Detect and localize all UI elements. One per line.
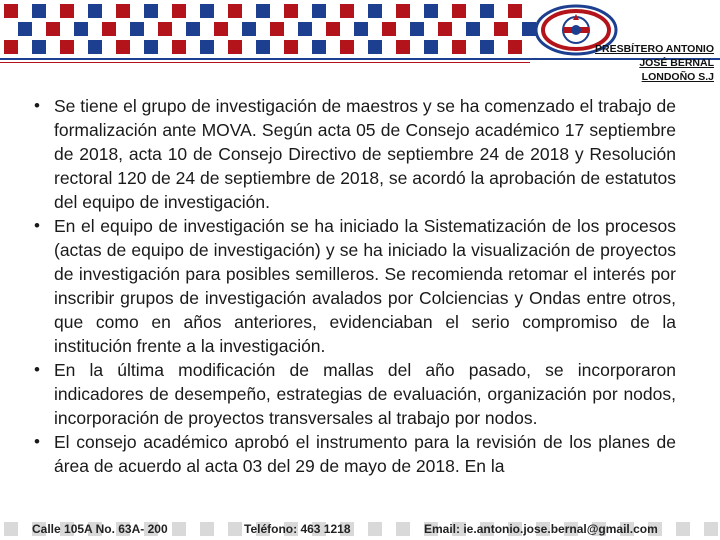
- checker-square: [256, 40, 270, 54]
- checker-square: [480, 40, 494, 54]
- checker-square: [158, 22, 172, 36]
- checker-square: [368, 4, 382, 18]
- checker-square: [116, 4, 130, 18]
- bullet-icon: •: [34, 432, 40, 451]
- bullet-item: [30, 430, 676, 478]
- footer-address: Calle 105A No. 63A- 200: [32, 522, 168, 536]
- checker-square: [228, 4, 242, 18]
- checker-square: [74, 22, 88, 36]
- checker-square: [396, 40, 410, 54]
- header-checker-pattern: [0, 0, 540, 60]
- checker-square: [18, 22, 32, 36]
- checker-square: [424, 40, 438, 54]
- checker-square: [256, 4, 270, 18]
- footer: [0, 518, 720, 540]
- checker-square: [396, 4, 410, 18]
- bullet-text: El consejo académico aprobó el instrumento para la revisión de los planes de área de acuerdo al acta 03 del 29 de mayo de 2018. En la: [54, 432, 676, 476]
- bullet-item: [30, 94, 676, 214]
- checker-square: [102, 22, 116, 36]
- header-divider-red: [0, 62, 530, 63]
- checker-square: [284, 4, 298, 18]
- checker-square: [312, 40, 326, 54]
- checker-square: [466, 22, 480, 36]
- footer-phone: Teléfono: 463 1218: [244, 522, 351, 536]
- checker-square: [298, 22, 312, 36]
- bullet-icon: •: [34, 96, 40, 115]
- checker-square: [508, 40, 522, 54]
- checker-square: [312, 4, 326, 18]
- checker-square: [130, 22, 144, 36]
- checker-square: [4, 4, 18, 18]
- bullet-text: Se tiene el grupo de investigación de maestros y se ha comenzado el trabajo de formalización ante MOVA. Según acta 05 de Consejo académico 17 septiembre de 2018, acta 10 de Consejo Directivo de septiembre 24 de 2018 y Resolución rectoral 120 de 24 de septiembre de 2018, se acordó la aprobación de estatutos del equipo de investigación.: [54, 96, 676, 212]
- checker-square: [410, 22, 424, 36]
- checker-square: [200, 40, 214, 54]
- checker-square: [340, 4, 354, 18]
- checker-square: [326, 22, 340, 36]
- checker-square: [144, 4, 158, 18]
- slide-content: [30, 94, 676, 514]
- footer-email: Email: ie.antonio.jose.bernal@gmail.com: [424, 522, 658, 536]
- checker-square: [88, 4, 102, 18]
- bullet-item: [30, 214, 676, 358]
- checker-square: [172, 40, 186, 54]
- checker-square: [452, 4, 466, 18]
- checker-square: [508, 4, 522, 18]
- bullet-icon: •: [34, 216, 40, 235]
- school-name: [554, 42, 714, 84]
- bullet-icon: •: [34, 360, 40, 379]
- checker-square: [186, 22, 200, 36]
- checker-square: [88, 40, 102, 54]
- checker-square: [452, 40, 466, 54]
- checker-square: [116, 40, 130, 54]
- checker-square: [46, 22, 60, 36]
- checker-square: [32, 4, 46, 18]
- checker-square: [284, 40, 298, 54]
- school-name-line: JOSÉ BERNAL: [639, 57, 714, 69]
- checker-square: [32, 40, 46, 54]
- checker-square: [200, 4, 214, 18]
- checker-square: [60, 4, 74, 18]
- bullet-text: En el equipo de investigación se ha iniciado la Sistematización de los procesos (actas de equipo de investigación) y se ha iniciado la visualización de proyectos de investigación para posibles semilleros. Se recomienda retomar el interés por inscribir grupos de investigación avalados por Colciencias y Ondas entre otros, que como en años anteriores, evidenciaban el serio compromiso de la institución frente a la investigación.: [54, 216, 676, 356]
- checker-square: [270, 22, 284, 36]
- bullet-list: [30, 94, 676, 478]
- checker-square: [340, 40, 354, 54]
- checker-square: [368, 40, 382, 54]
- checker-square: [494, 22, 508, 36]
- school-name-line: LONDOÑO S.J: [641, 71, 714, 83]
- bullet-item: [30, 358, 676, 430]
- checker-square: [354, 22, 368, 36]
- checker-square: [242, 22, 256, 36]
- checker-square: [4, 40, 18, 54]
- bullet-text: En la última modificación de mallas del año pasado, se incorporaron indicadores de desempeño, estrategias de evaluación, organización por nodos, incorporación de proyectos transversales al trabajo por nodos.: [54, 360, 676, 428]
- checker-square: [144, 40, 158, 54]
- checker-square: [172, 4, 186, 18]
- checker-square: [214, 22, 228, 36]
- checker-square: [382, 22, 396, 36]
- checker-square: [424, 4, 438, 18]
- school-name-line: PRESBÍTERO ANTONIO: [594, 43, 714, 55]
- checker-square: [228, 40, 242, 54]
- checker-square: [60, 40, 74, 54]
- checker-square: [480, 4, 494, 18]
- checker-square: [438, 22, 452, 36]
